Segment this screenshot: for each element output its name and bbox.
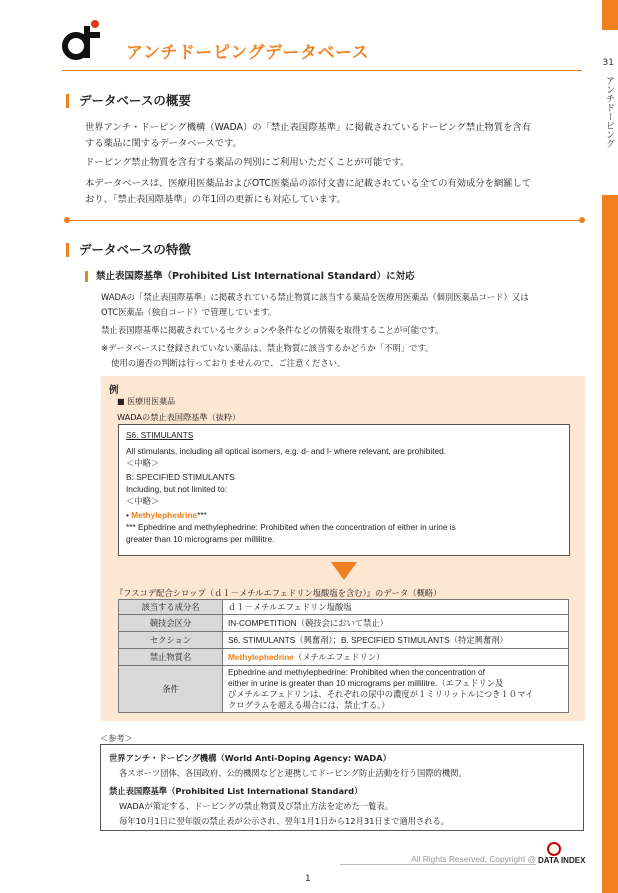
reference-desc: 各スポーツ団体、各国政府、公的機関などと連携してドーピング防止活動を行う国際的機関。 bbox=[119, 768, 467, 778]
table-row: 禁止物質名 Methylephedrine（メチルエフェドリン） bbox=[119, 649, 569, 666]
company-logo bbox=[62, 18, 104, 62]
reference-desc: WADAが策定する、ドーピングの禁止物質及び禁止方法を定めた一覧表。 bbox=[119, 801, 394, 811]
example-label: 例 bbox=[109, 385, 119, 396]
copyright: All Rights Reserved, Copyright @ bbox=[411, 854, 536, 864]
side-accent-bar-top bbox=[602, 0, 618, 30]
overview-heading: データベースの概要 bbox=[66, 94, 191, 108]
header-divider bbox=[62, 70, 582, 71]
page-number: 1 bbox=[305, 874, 311, 884]
brand-name: DATA INDEX bbox=[538, 856, 586, 865]
table-row: 条件 Ephedrine and methylephedrine: Prohibited when the concentration of either in urine is greater than 10 micrograms per millilitre.（エフェドリン及 びメチルエフェドリンは、それぞれの尿中の濃度が１ミリリットルにつき１０マイ クログラムを超える場合には、禁止する。） bbox=[119, 666, 569, 713]
extract-line-substance: • Methylephedrine*** bbox=[126, 510, 207, 520]
features-subheading: 禁止表国際基準（Prohibited List International Standard）に対応 bbox=[85, 271, 415, 282]
reference-desc: 毎年10月1日に翌年版の禁止表が公示され、翌年1月1日から12月31日まで適用される。 bbox=[119, 816, 450, 826]
feature-text-1: WADAの「禁止表国際基準」に掲載されている禁止物質に該当する薬品を医療用医薬品（個別医薬品コード）又は OTC医薬品（独自コード）で管理しています。 bbox=[101, 292, 529, 317]
side-accent-bar bbox=[602, 195, 618, 893]
example-category: ■ 医療用医薬品 bbox=[117, 397, 176, 406]
side-page-number: 31 bbox=[602, 58, 614, 68]
extract-line: ＜中略＞ bbox=[126, 496, 160, 506]
extract-line: Including, but not limited to: bbox=[126, 484, 228, 494]
side-section-label: アンチドーピング bbox=[604, 76, 614, 148]
overview-paragraph-1: 世界アンチ・ドーピング機構（WADA）の「禁止表国際基準」に掲載されているドーピング禁止物質を含有 する薬品に関するデータベースです。 bbox=[85, 122, 532, 149]
example-box bbox=[101, 376, 585, 721]
features-heading: データベースの特徴 bbox=[66, 243, 191, 257]
reference-label: ＜参考＞ bbox=[100, 733, 133, 743]
extract-line: All stimulants, including all optical isomers, e.g. d- and l- where relevant, are prohibited. bbox=[126, 446, 447, 456]
page-title: アンチドーピングデータベース bbox=[126, 43, 370, 63]
divider-dot-right bbox=[579, 217, 585, 223]
table-row: 該当する成分名 ｄｌ－メチルエフェドリン塩酸塩 bbox=[119, 600, 569, 615]
brand-logo-icon bbox=[547, 842, 561, 856]
extract-caption: WADAの禁止表国際基準（抜粋） bbox=[117, 412, 241, 422]
overview-paragraph-3: 本データベースは、医療用医薬品およびOTC医薬品の添付文書に記載されている全ての有効成分を網羅して おり、「禁止表国際基準」の年1回の更新にも対応しています。 bbox=[85, 178, 532, 205]
overview-paragraph-2: ドーピング禁止物質を含有する薬品の判別にご利用いただくことが可能です。 bbox=[85, 157, 410, 168]
reference-term: 世界アンチ・ドーピング機構（World Anti-Doping Agency: WADA） bbox=[109, 753, 391, 763]
data-caption: 『フスコデ配合シロップ（ｄｌ－メチルエフェドリン塩酸塩を含む）』のデータ（概略） bbox=[115, 588, 442, 598]
table-row: セクション S6. STIMULANTS（興奮剤）；B. SPECIFIED STIMULANTS（特定興奮剤） bbox=[119, 632, 569, 649]
reference-box bbox=[100, 744, 584, 831]
extract-line: B: SPECIFIED STIMULANTS bbox=[126, 472, 235, 482]
extract-line: *** Ephedrine and methylephedrine: Prohibited when the concentration of either in urine is bbox=[126, 522, 456, 532]
feature-text-2: 禁止表国際基準に掲載されているセクションや条件などの情報を取得することが可能です。 bbox=[101, 325, 444, 335]
wada-extract bbox=[118, 424, 570, 556]
table-row: 競技会区分 IN-COMPETITION（競技会において禁止） bbox=[119, 615, 569, 632]
reference-term: 禁止表国際基準（Prohibited List International Standard） bbox=[109, 786, 363, 796]
section-divider bbox=[67, 220, 582, 221]
extract-line: S6. STIMULANTS bbox=[126, 430, 194, 440]
divider-dot-left bbox=[64, 217, 70, 223]
data-table bbox=[118, 599, 569, 713]
feature-note: ※データベースに登録されていない薬品は、禁止物質に該当するかどうか「不明」です。 使用の適否の判断は行っておりませんので、ご注意ください。 bbox=[101, 343, 434, 368]
down-arrow-icon bbox=[331, 562, 357, 580]
extract-line: ＜中略＞ bbox=[126, 458, 160, 468]
extract-line: greater than 10 micrograms per millilitre. bbox=[126, 534, 275, 544]
footer-rule bbox=[340, 864, 536, 865]
